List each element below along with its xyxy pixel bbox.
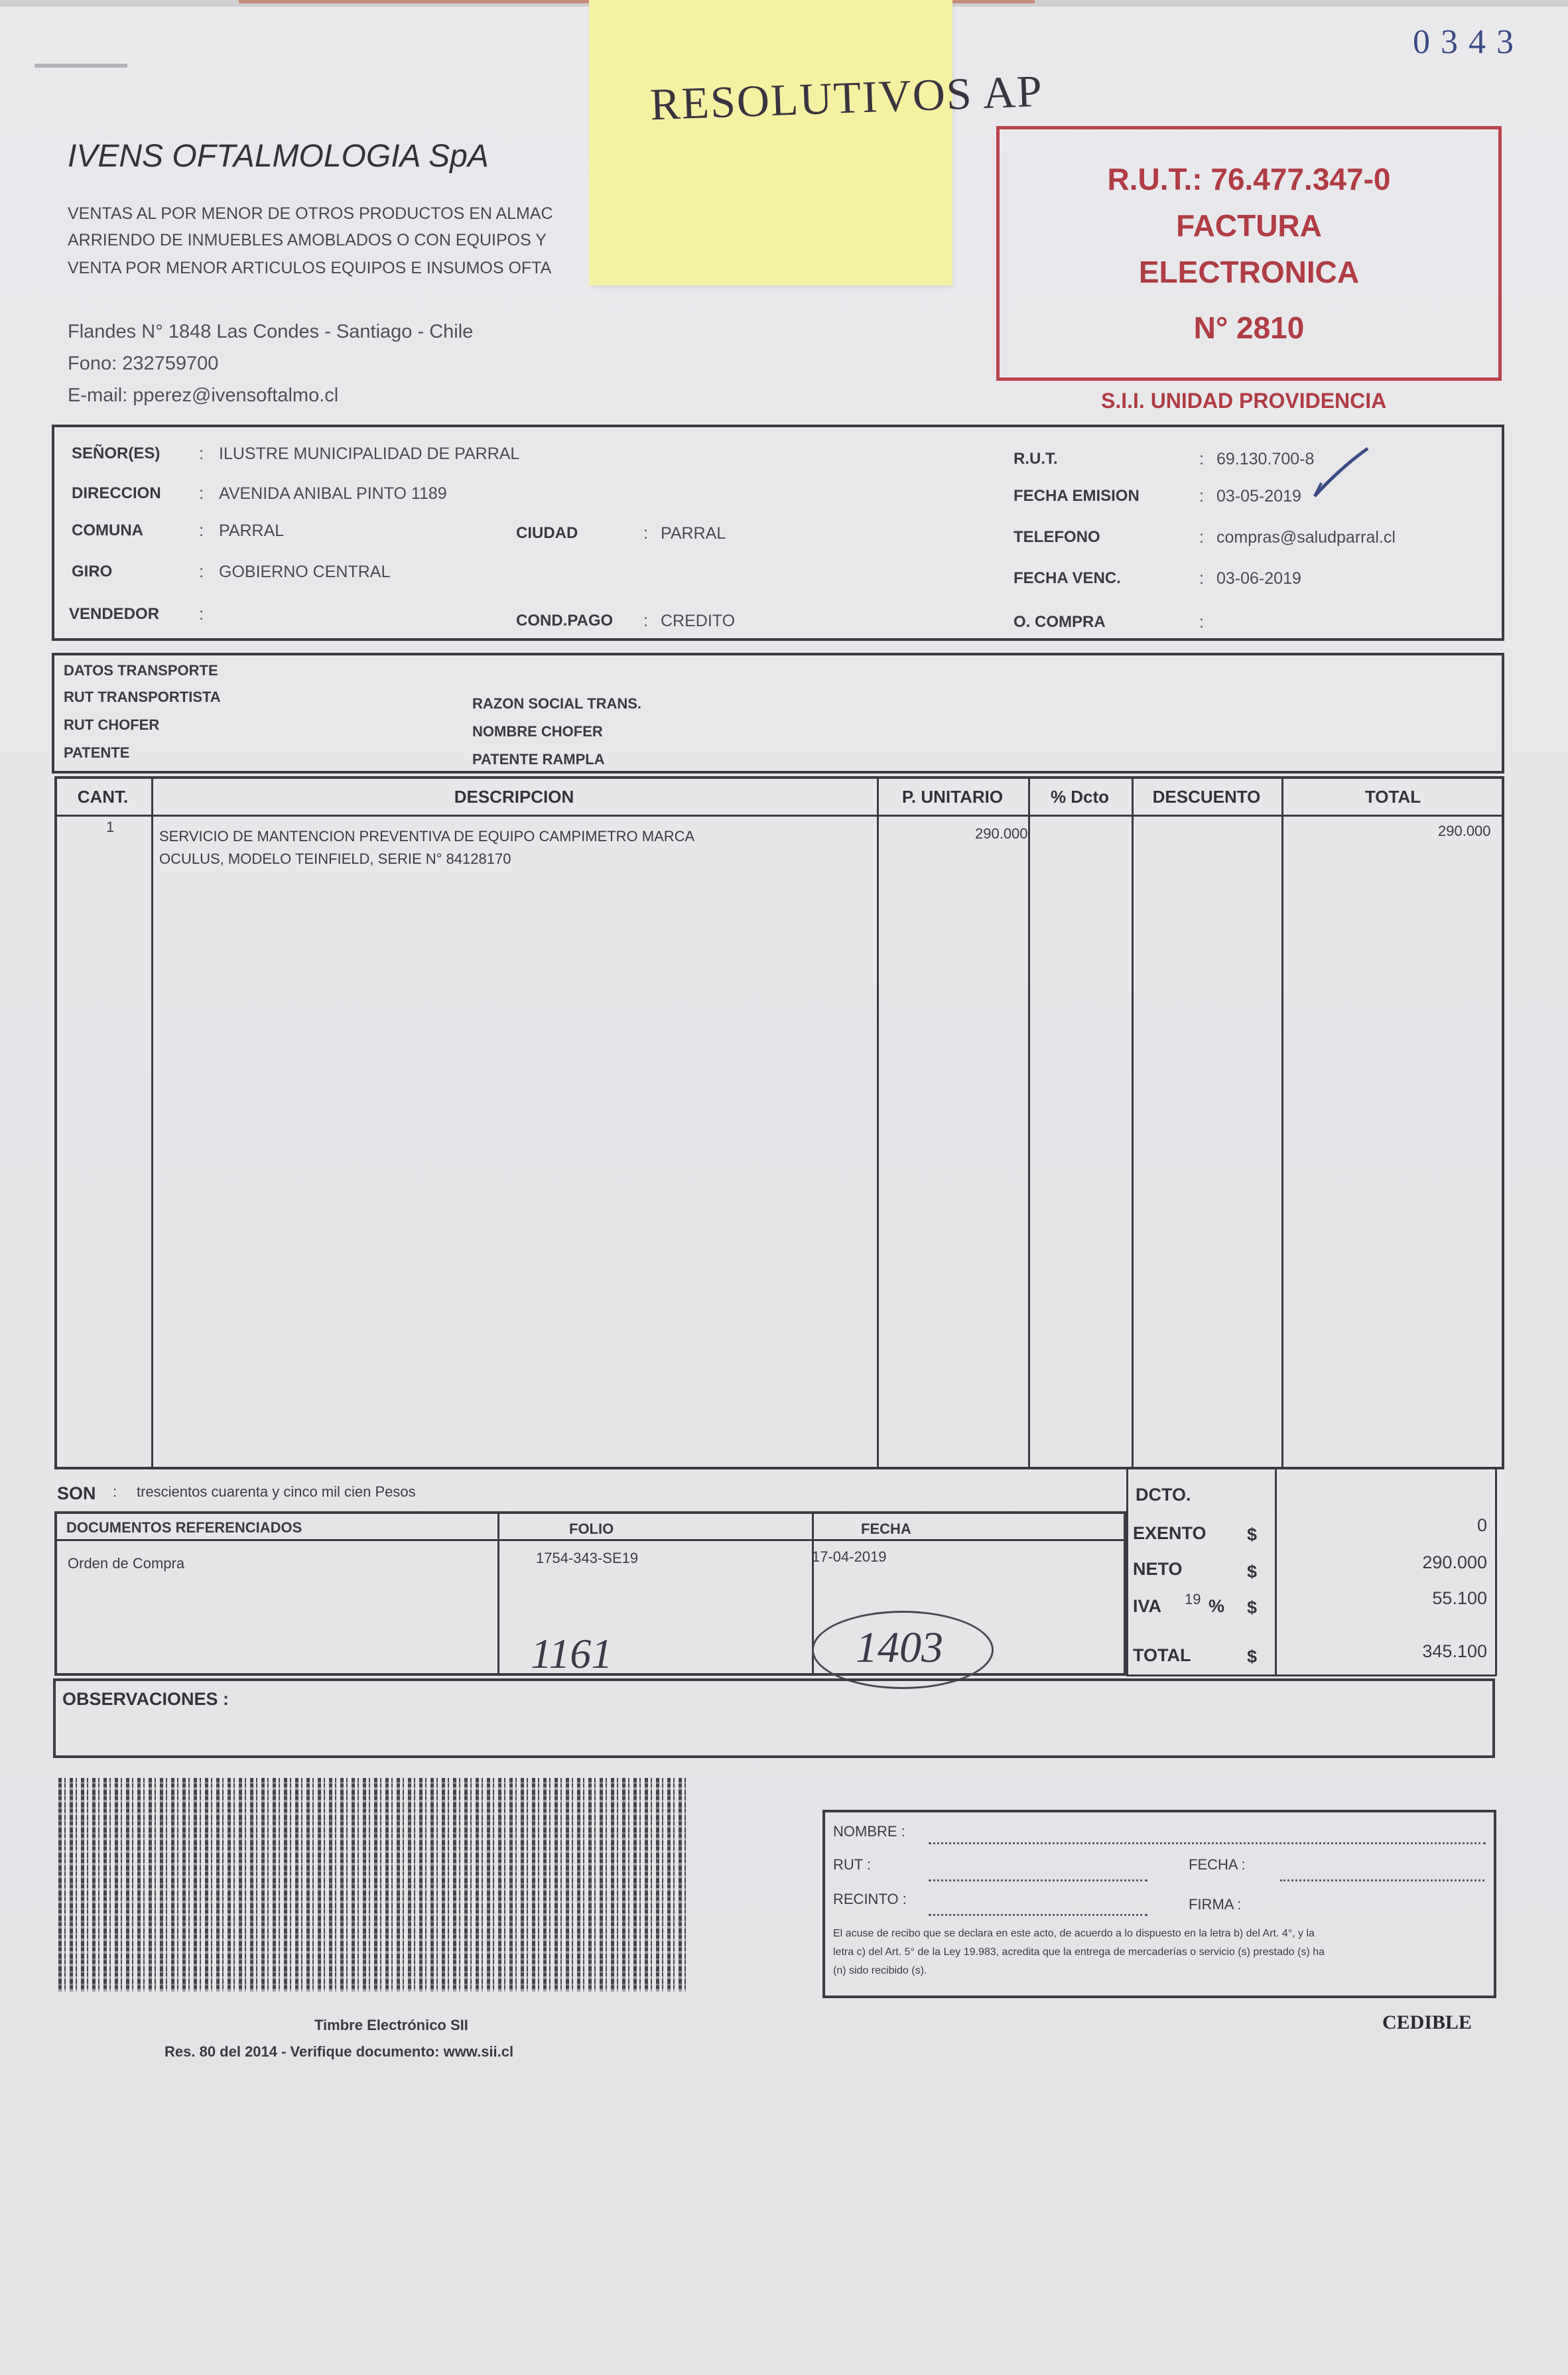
separator: :: [113, 1483, 117, 1500]
client-telefono: compras@saludparral.cl: [1216, 528, 1396, 547]
column-header-descripcion: DESCRIPCION: [454, 787, 574, 807]
separator: :: [199, 605, 204, 624]
comuna-label: COMUNA: [72, 521, 143, 539]
dcto-label: DCTO.: [1136, 1485, 1191, 1505]
client-name: ILUSTRE MUNICIPALIDAD DE PARRAL: [219, 444, 520, 463]
stamp-caption: Timbre Electrónico SII: [314, 2017, 468, 2033]
reference-fecha: 17-04-2019: [812, 1548, 887, 1565]
observaciones-label: OBSERVACIONES :: [62, 1689, 229, 1709]
receipt-recinto-line: [929, 1913, 1147, 1916]
totals-rule: [1495, 1469, 1497, 1676]
issuer-activity: ARRIENDO DE INMUEBLES AMOBLADOS O CON EQUIPOS Y: [68, 231, 547, 249]
receipt-fecha-line: [1280, 1879, 1484, 1881]
handwritten-folio: 1161: [531, 1630, 613, 1677]
separator: :: [643, 612, 648, 630]
iva-label: IVA: [1133, 1596, 1162, 1616]
vendedor-label: VENDEDOR: [69, 605, 160, 623]
separator: :: [1199, 487, 1204, 506]
references-header-rule: [54, 1539, 1126, 1541]
iva-percent-sign: %: [1209, 1596, 1225, 1616]
transport-patente-label: PATENTE: [64, 744, 130, 761]
transport-chofer-label: RUT CHOFER: [64, 716, 160, 733]
ocompra-label: O. COMPRA: [1013, 613, 1106, 631]
item-description-line1: SERVICIO DE MANTENCION PREVENTIVA DE EQUIPO CAMPIMETRO MARCA: [159, 828, 695, 845]
fecha-emision-label: FECHA EMISION: [1013, 487, 1140, 505]
sticky-note: [589, 0, 952, 285]
sii-office: S.I.I. UNIDAD PROVIDENCIA: [1101, 389, 1387, 413]
currency-sign: $: [1247, 1562, 1258, 1582]
items-header-rule: [54, 815, 1504, 817]
ciudad-label: CIUDAD: [516, 524, 578, 542]
rut-label: R.U.T.: [1013, 450, 1058, 468]
client-fecha-emision: 03-05-2019: [1216, 487, 1301, 506]
receipt-legal-line2: letra c) del Art. 5° de la Ley 19.983, acredita que la entrega de mercaderías o servicio (s) prestado (s) ha: [833, 1946, 1325, 1958]
reference-doc: Orden de Compra: [68, 1555, 185, 1572]
transport-box: [52, 653, 1504, 774]
issuer-activity: VENTAS AL POR MENOR DE OTROS PRODUCTOS EN ALMAC: [68, 204, 553, 223]
faint-mark: [34, 64, 127, 68]
sticky-note-handwriting: RESOLUTIVOS AP: [649, 65, 1044, 130]
transport-rut-label: RUT TRANSPORTISTA: [64, 689, 221, 705]
column-header-total: TOTAL: [1364, 787, 1421, 807]
item-cant: 1: [106, 819, 115, 835]
iva-rate: 19: [1185, 1591, 1201, 1607]
separator: :: [1199, 450, 1204, 468]
page-number: 0343: [1413, 23, 1524, 61]
column-rule: [1028, 776, 1030, 1469]
document-type-box: [996, 126, 1502, 381]
neto-label: NETO: [1133, 1559, 1183, 1579]
transport-rampla-label: PATENTE RAMPLA: [472, 751, 605, 768]
separator: :: [1199, 613, 1204, 632]
column-header-pct: % Dcto: [1050, 787, 1110, 807]
totals-rule: [1126, 1674, 1496, 1676]
son-amount-text: trescientos cuarenta y cinco mil cien Pesos: [137, 1483, 416, 1500]
cedible-label: CEDIBLE: [1382, 2011, 1472, 2033]
client-giro: GOBIERNO CENTRAL: [219, 563, 391, 581]
issuer-address: Flandes N° 1848 Las Condes - Santiago - Chile: [68, 321, 474, 342]
receipt-legal-line1: El acuse de recibo que se declara en este acto, de acuerdo a lo dispuesto en la letra b) del Art. 4°, y la: [833, 1928, 1315, 1939]
client-fecha-venc: 03-06-2019: [1216, 569, 1301, 588]
separator: :: [199, 563, 204, 581]
receipt-nombre-label: NOMBRE :: [833, 1823, 905, 1840]
reference-folio: 1754-343-SE19: [536, 1550, 639, 1566]
separator: :: [643, 524, 648, 543]
iva-value: 55.100: [1432, 1588, 1487, 1608]
items-table: [54, 776, 1504, 1469]
references-header-fecha: FECHA: [861, 1521, 911, 1537]
document-number: N° 2810: [1193, 310, 1305, 345]
transport-razon-label: RAZON SOCIAL TRANS.: [472, 695, 642, 712]
senores-label: SEÑOR(ES): [72, 444, 161, 462]
column-header-cant: CANT.: [77, 787, 129, 807]
electronic-stamp-texture: [58, 1778, 688, 1992]
neto-value: 290.000: [1422, 1552, 1487, 1572]
separator: :: [199, 484, 204, 503]
fecha-venc-label: FECHA VENC.: [1013, 569, 1121, 587]
totals-rule: [1126, 1469, 1128, 1676]
issuer-name: IVENS OFTALMOLOGIA SpA: [68, 139, 489, 174]
column-rule: [1132, 776, 1134, 1469]
client-address: AVENIDA ANIBAL PINTO 1189: [219, 484, 447, 503]
transport-nombre-chofer-label: NOMBRE CHOFER: [472, 723, 603, 740]
column-rule: [877, 776, 879, 1469]
condpago-label: COND.PAGO: [516, 612, 614, 630]
separator: :: [199, 521, 204, 540]
receipt-firma-label: FIRMA :: [1189, 1896, 1242, 1913]
client-comuna: PARRAL: [219, 521, 285, 540]
exento-label: EXENTO: [1133, 1523, 1207, 1543]
column-rule: [1281, 776, 1283, 1469]
references-header-doc: DOCUMENTOS REFERENCIADOS: [66, 1519, 302, 1536]
stamp-resolution: Res. 80 del 2014 - Verifique documento: www.sii.cl: [164, 2043, 514, 2060]
issuer-email: E-mail: pperez@ivensoftalmo.cl: [68, 385, 339, 406]
separator: :: [1199, 528, 1204, 547]
issuer-activity: VENTA POR MENOR ARTICULOS EQUIPOS E INSUMOS OFTA: [68, 259, 552, 277]
exento-value: 0: [1476, 1515, 1487, 1535]
item-unit-price: 290.000: [975, 825, 1028, 842]
receipt-recinto-label: RECINTO :: [833, 1891, 907, 1907]
item-total: 290.000: [1438, 823, 1491, 839]
giro-label: GIRO: [72, 563, 113, 580]
document-rut: R.U.T.: 76.477.347-0: [1107, 162, 1391, 196]
document-type-line2: ELECTRONICA: [1138, 255, 1360, 289]
total-value: 345.100: [1422, 1641, 1487, 1661]
receipt-fecha-label: FECHA :: [1189, 1856, 1246, 1873]
column-header-descuento: DESCUENTO: [1152, 787, 1261, 807]
transport-title: DATOS TRANSPORTE: [64, 662, 218, 679]
handwritten-check-icon: [1312, 444, 1372, 504]
currency-sign: $: [1247, 1525, 1258, 1544]
currency-sign: $: [1247, 1647, 1258, 1666]
telefono-label: TELEFONO: [1013, 528, 1100, 546]
document-type-line1: FACTURA: [1176, 208, 1322, 243]
item-description-line2: OCULUS, MODELO TEINFIELD, SERIE N° 84128170: [159, 850, 511, 867]
references-header-folio: FOLIO: [569, 1521, 614, 1537]
totals-rule: [1275, 1469, 1277, 1676]
receipt-rut-line: [929, 1879, 1147, 1881]
currency-sign: $: [1247, 1597, 1258, 1617]
column-rule: [497, 1511, 499, 1676]
column-rule: [151, 776, 153, 1469]
column-header-unitario: P. UNITARIO: [901, 787, 1004, 807]
son-label: SON: [57, 1483, 96, 1503]
separator: :: [199, 444, 204, 463]
issuer-phone: Fono: 232759700: [68, 353, 219, 374]
client-condpago: CREDITO: [661, 612, 736, 630]
client-rut: 69.130.700-8: [1216, 450, 1315, 468]
observaciones-box: [53, 1678, 1495, 1758]
total-label: TOTAL: [1133, 1645, 1191, 1665]
handwritten-fecha: 1403: [856, 1623, 943, 1672]
direccion-label: DIRECCION: [72, 484, 161, 502]
separator: :: [1199, 569, 1204, 588]
receipt-rut-label: RUT :: [833, 1856, 872, 1873]
receipt-nombre-line: [929, 1842, 1486, 1844]
client-ciudad: PARRAL: [661, 524, 726, 543]
receipt-legal-line3: (n) sido recibido (s).: [833, 1965, 927, 1976]
